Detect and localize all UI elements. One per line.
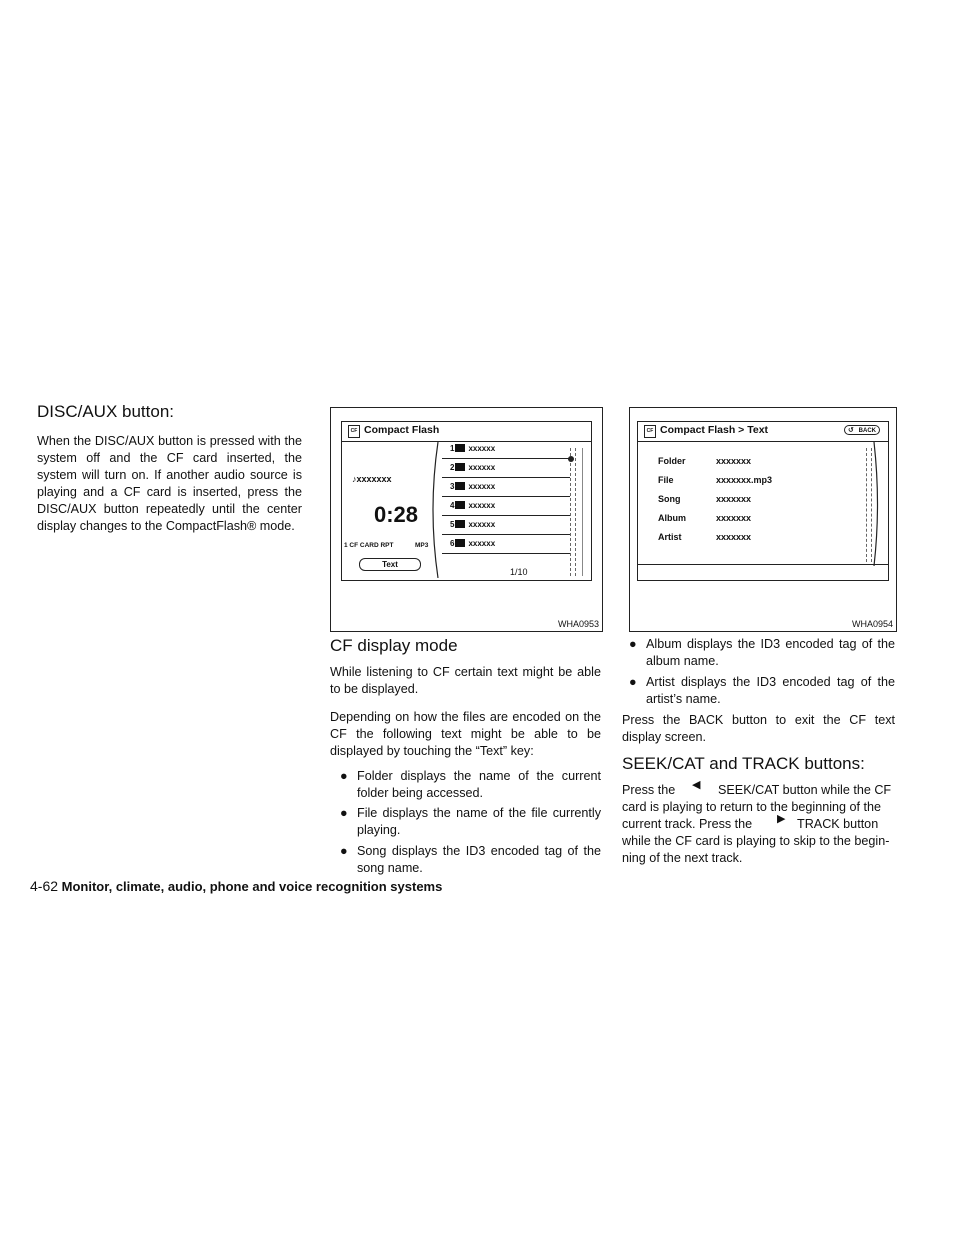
folder-icon — [455, 501, 465, 509]
cf-display-para1: While listening to CF certain text might be able to be displayed. — [330, 665, 601, 696]
field-values — [716, 452, 772, 547]
bullet-folder — [340, 768, 601, 802]
track-text: TRACK button — [797, 817, 879, 831]
field-label-song: Song — [658, 494, 681, 504]
list-item-number: 4 — [450, 501, 455, 510]
screen-title: Compact Flash > Text — [660, 424, 769, 436]
scrollbar[interactable] — [570, 448, 576, 576]
seek-text: Press the — [622, 783, 676, 797]
compact-flash-icon: CF — [644, 425, 656, 438]
back-instruction: Press the BACK button to exit the CF text display screen. — [622, 713, 895, 744]
bullet-file — [340, 805, 601, 839]
list-item[interactable] — [450, 482, 495, 491]
bullet-text: File displays the name of the file currently playing. — [357, 806, 601, 837]
figure-cf-screen — [330, 407, 603, 632]
curved-divider — [428, 442, 440, 578]
folder-icon — [455, 463, 465, 471]
bullet-icon: ● — [340, 769, 348, 783]
list-item-number: 3 — [450, 482, 455, 491]
field-label-album: Album — [658, 513, 686, 523]
figure-cf-text-screen — [629, 407, 897, 632]
track-list — [442, 442, 570, 567]
cf-display-heading: CF display mode — [330, 636, 458, 655]
field-value-artist: xxxxxxx — [716, 532, 752, 542]
field-value-file: xxxxxxx.mp3 — [716, 475, 773, 485]
screen-header — [342, 422, 591, 442]
cf-display-para2: Depending on how the files are encoded on the CF the following text might be able to be displayed by touching the “Text” key: — [330, 710, 601, 758]
seek-track-body — [622, 779, 895, 867]
bullet-text: Artist displays the ID3 encoded tag of the artist’s name. — [646, 675, 895, 706]
field-value-folder: xxxxxxx — [716, 456, 752, 466]
seek-track-heading: SEEK/CAT and TRACK buttons: — [622, 754, 865, 773]
status-format: MP3 — [415, 542, 429, 549]
bullet-text: Song displays the ID3 encoded tag of the song name. — [357, 844, 601, 875]
folder-icon — [455, 520, 465, 528]
track-text: current track. Press the — [622, 817, 753, 831]
seek-text: SEEK/CAT button while the CF — [718, 783, 892, 797]
track-name: ♪xxxxxxx — [352, 474, 392, 484]
curved-edge — [872, 442, 882, 566]
field-label-folder: Folder — [658, 456, 686, 466]
seek-left-arrow-icon: ◀ — [692, 779, 701, 791]
folder-icon — [455, 444, 465, 452]
page-footer — [30, 878, 442, 894]
status-source: 1 CF CARD RPT — [344, 542, 394, 549]
list-item[interactable] — [450, 463, 495, 472]
chapter-title: Monitor, climate, audio, phone and voice recognition systems — [61, 879, 443, 894]
back-arrow-icon: ↺ — [848, 427, 854, 434]
divider-line — [638, 564, 888, 565]
list-item-number: 6 — [450, 539, 455, 548]
list-item-name: xxxxxx — [468, 520, 496, 529]
bullet-icon: ● — [629, 637, 637, 651]
field-label-file: File — [658, 475, 674, 485]
playback-time: 0:28 — [374, 502, 419, 527]
back-button-label: BACK — [858, 428, 876, 434]
seek-text: card is playing to return to the beginning of the — [622, 800, 882, 814]
field-value-album: xxxxxxx — [716, 513, 752, 523]
bullet-song — [340, 843, 601, 877]
bullet-icon: ● — [340, 806, 348, 820]
screen-title: Compact Flash — [364, 424, 440, 436]
bullet-artist — [629, 674, 895, 708]
list-item-number: 1 — [450, 444, 455, 453]
bullet-album — [629, 636, 895, 670]
list-item-number: 5 — [450, 520, 455, 529]
list-item-number: 2 — [450, 463, 455, 472]
bullet-icon: ● — [629, 675, 637, 689]
track-text: while the CF card is playing to skip to the begin- — [622, 834, 890, 848]
list-item-name: xxxxxx — [468, 482, 496, 491]
cf-display-screen — [341, 421, 592, 581]
figure-code: WHA0953 — [557, 619, 599, 629]
track-text: ning of the next track. — [622, 851, 743, 865]
bullet-text: Album displays the ID3 encoded tag of the album name. — [646, 637, 895, 668]
folder-icon — [455, 482, 465, 490]
cf-text-display-screen — [637, 421, 889, 581]
figure-code: WHA0954 — [851, 619, 893, 629]
list-item-name: xxxxxx — [468, 444, 496, 453]
list-item[interactable] — [450, 444, 495, 453]
list-item[interactable] — [450, 501, 495, 510]
folder-icon — [455, 539, 465, 547]
screen-header — [638, 422, 888, 442]
text-key-button[interactable]: Text — [359, 558, 421, 571]
bullet-icon: ● — [340, 844, 348, 858]
compact-flash-icon: CF — [348, 425, 360, 438]
disc-aux-body: When the DISC/AUX button is pressed with the system off and the CF card inserted, the system will turn on. If another audio source is playing and a CF card is inserted, press the DISC/AUX button repeatedly until the center display changes to the CompactFlash® mode. — [37, 434, 302, 533]
list-item[interactable] — [450, 539, 495, 548]
back-button[interactable] — [844, 425, 880, 435]
bullet-text: Folder displays the name of the current folder being accessed. — [357, 769, 601, 800]
list-item-name: xxxxxx — [468, 539, 496, 548]
field-label-artist: Artist — [658, 532, 682, 542]
field-value-song: xxxxxxx — [716, 494, 752, 504]
list-item[interactable] — [450, 520, 495, 529]
page-indicator: 1/10 — [510, 567, 528, 577]
list-item-name: xxxxxx — [468, 501, 496, 510]
field-labels — [658, 452, 686, 547]
page-number: 4-62 — [30, 878, 59, 894]
scroll-edge — [582, 448, 584, 576]
list-item-name: xxxxxx — [468, 463, 496, 472]
track-right-arrow-icon: ▶ — [777, 813, 786, 825]
disc-aux-heading: DISC/AUX button: — [37, 402, 175, 421]
scroll-thumb[interactable] — [568, 456, 574, 462]
